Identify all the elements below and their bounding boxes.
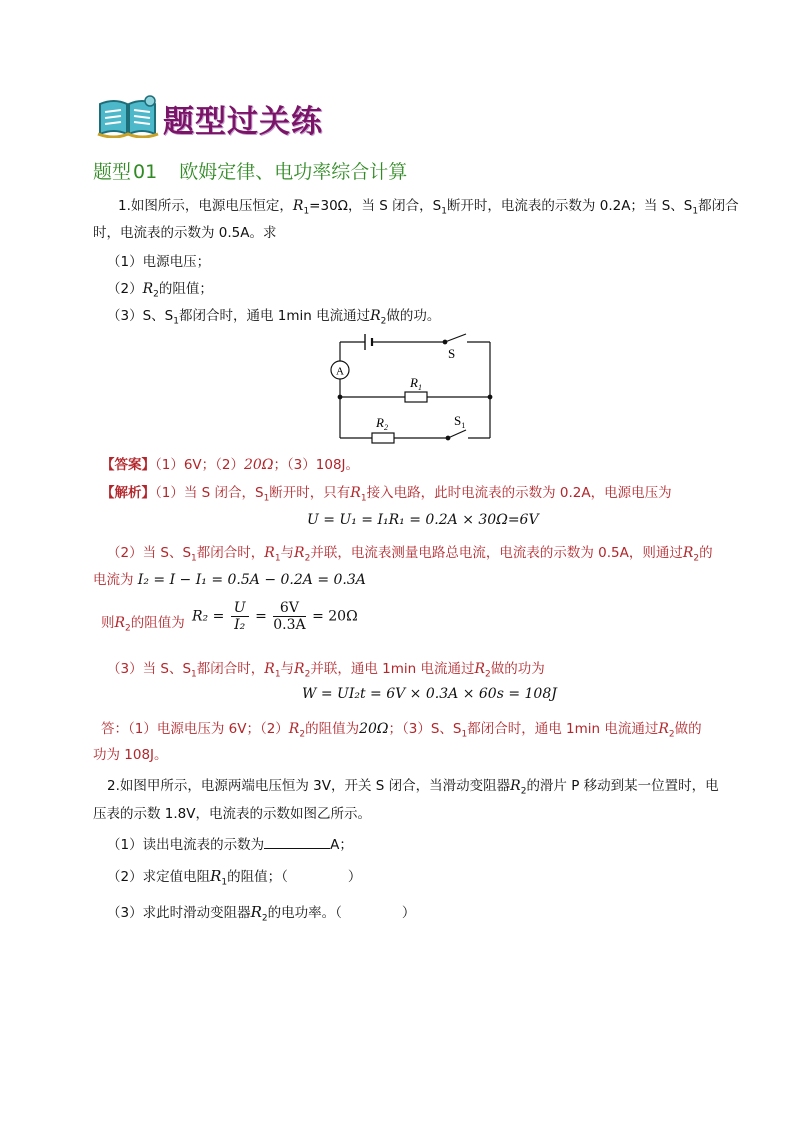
answer-tag: 【答案】 (101, 457, 155, 473)
q2-stem-line2: 压表的示数 1.8V，电流表的示数如图乙所示。 (93, 806, 371, 822)
header-title: 题型过关练 (163, 104, 323, 140)
section-label: 题型 (93, 161, 132, 183)
q1-sub2: $(2)R_2$的阻值； (107, 281, 213, 300)
q1-sub3: （3）S、$S_1$都闭合时，通电 1min 电流通过$R_2$做的功。 (107, 308, 441, 327)
switch-s-label: S (448, 346, 456, 361)
analysis-tag: 【解析】 (101, 485, 155, 501)
section-title: 欧姆定律、电功率综合计算 (179, 161, 408, 183)
analysis-p3: 则$R_2$的阻值为 (101, 615, 185, 634)
answer-line: 【答案】（1）6V；（2）20Ω；（3）108J。 (101, 457, 360, 473)
svg-text:A: A (336, 365, 344, 378)
q1-stem-line1: 1.如图所示，电源电压恒定，$R_1=30\Omega$，当 S 闭合，$S_1$断开时，电流表的示数为 0.2A；当 S、$S_1$都闭合 (118, 198, 739, 217)
q1-sub1: （1）电源电压； (107, 254, 211, 270)
q2-sub1-blank[interactable] (264, 834, 330, 849)
r2-label: $R_2$ (376, 415, 388, 432)
analysis-p4: （3）当 S、$S_1$都闭合时，$R_1$与$R_2$并联，通电 1min 电流通过$R_2$做的功为 (107, 661, 545, 680)
section-number: 01 (133, 161, 158, 183)
analysis-answer-line2: 功为 108J。 (93, 747, 168, 763)
q1-circuit-diagram (320, 330, 500, 445)
analysis-p2-line2: 电流为 I₂ = I − I₁ = 0.5A − 0.2A = 0.3A (93, 572, 366, 588)
q1-stem-line2: 时，电流表的示数为 0.5A。求 (93, 225, 277, 241)
q2-sub2: （2）求定值电阻$R_1$的阻值；（ ） (107, 867, 362, 888)
analysis-answer: 答：（1）电源电压为 6V；$(2)R_2$的阻值为20Ω；（3）S、$S_1$都闭合时，通电 1min 电流通过$R_2$做的 (101, 721, 702, 740)
analysis-eq3: R₂ = $\frac{U}{\text{I₂}}$ = $\frac{6V}{0.3A}$ = 20Ω (192, 600, 358, 633)
section-heading (93, 157, 407, 184)
q2-stem-line1: 2.如图甲所示，电源两端电压恒为 3V，开关 S 闭合，当滑动变阻器$R_2$的滑片 P 移动到某一位置时，电 (107, 778, 719, 797)
r1-label: $R_1$ (410, 375, 422, 392)
analysis-eq1: U = U₁ = I₁R₁ = 0.2A × 30Ω=6V (307, 512, 539, 528)
analysis-p1: 【解析】（1）当 S 闭合，$S_1$断开时，只有$R_1$接入电路，此时电流表的示数为 0.2A，电源电压为 (101, 485, 672, 504)
analysis-eq4: W = UI₂t = 6V × 0.3A × 60s = 108J (302, 686, 557, 702)
q2-sub1: （1）读出电流表的示数为 A； (107, 834, 353, 855)
header-book-icon (96, 94, 160, 138)
analysis-p2: （2）当 S、$S_1$都闭合时，$R_1$与$R_2$并联，电流表测量电路总电流，电流表的示数为 0.5A，则通过$R_2$的 (107, 545, 713, 564)
s1-label: $S_1$ (454, 413, 466, 430)
q2-sub3: （3）求此时滑动变阻器$R_2$的电功率。（ ） (107, 903, 416, 924)
